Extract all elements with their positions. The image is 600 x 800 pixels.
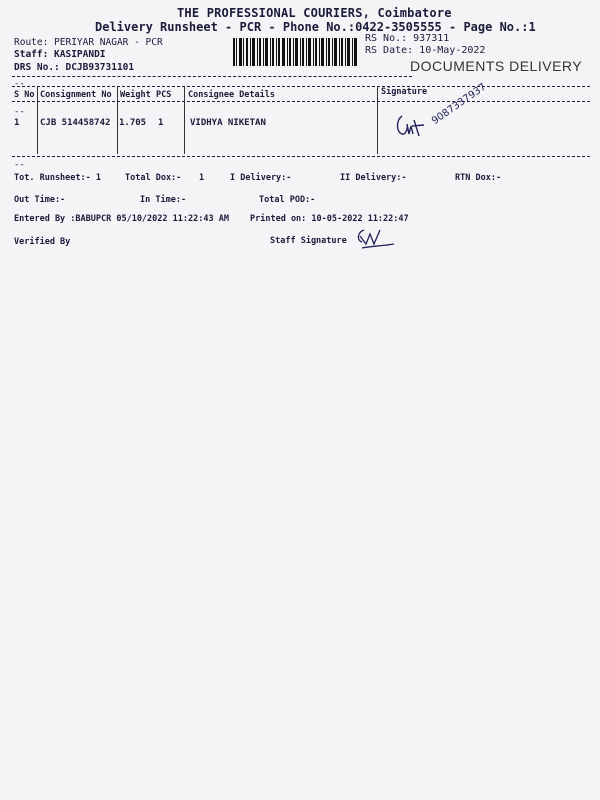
rs-date: RS Date: 10-May-2022	[365, 45, 486, 56]
company-title: THE PROFESSIONAL COURIERS, Coimbatore	[177, 6, 452, 20]
rs-number: RS No.: 937311	[365, 33, 450, 44]
col-header-consignment: Consignment No	[40, 90, 112, 100]
drs-number: DRS No.: DCJB93731101	[14, 62, 135, 73]
col-header-sno: S No	[14, 90, 35, 100]
staff-signature-label: Staff Signature	[270, 236, 347, 246]
col-header-weight: Weight	[120, 90, 151, 100]
row-weight: 1.705	[119, 118, 147, 128]
col-divider	[377, 86, 378, 154]
row-pcs: 1	[158, 118, 164, 128]
total-dox-value: 1	[199, 173, 205, 183]
out-time: Out Time:-	[14, 195, 66, 205]
in-time: In Time:-	[140, 195, 187, 205]
col-header-pcs: PCS	[156, 90, 172, 100]
tot-runsheet: Tot. Runsheet:- 1	[14, 173, 101, 183]
handwritten-phone-number: 9087337937	[430, 81, 489, 128]
col-header-signature: Signature	[381, 87, 428, 97]
table-header-bottom-rule	[12, 101, 590, 102]
divider-top	[12, 76, 412, 77]
printed-on: Printed on: 10-05-2022 11:22:47	[250, 214, 409, 224]
total-pod: Total POD:-	[259, 195, 316, 205]
documents-delivery-stamp: DOCUMENTS DELIVERY	[410, 58, 583, 74]
staff-label: Staff: KASIPANDI	[14, 49, 106, 60]
route-label: Route: PERIYAR NAGAR - PCR	[14, 37, 163, 48]
dash-mark: --	[14, 107, 25, 117]
dash-mark: --	[14, 79, 25, 89]
total-dox-label: Total Dox:-	[125, 173, 182, 183]
table-bottom-rule	[12, 156, 590, 157]
runsheet-title: Delivery Runsheet - PCR - Phone No.:0422-3505555 - Page No.:1	[95, 20, 536, 34]
col-divider	[117, 86, 118, 154]
signature-scribble-icon	[392, 108, 432, 142]
row-consignee: VIDHYA NIKETAN	[190, 118, 266, 128]
ii-delivery: II Delivery:-	[340, 173, 407, 183]
col-divider	[37, 86, 38, 154]
dash-mark: --	[14, 160, 25, 170]
verified-by: Verified By	[14, 237, 71, 247]
i-delivery: I Delivery:-	[230, 173, 292, 183]
col-header-consignee: Consignee Details	[188, 90, 275, 100]
staff-signature-icon	[352, 226, 398, 252]
barcode-icon	[233, 38, 357, 66]
row-consignment-no: CJB 514458742	[40, 118, 111, 128]
row-sno: 1	[14, 118, 20, 128]
rtn-dox: RTN Dox:-	[455, 173, 502, 183]
col-divider	[184, 86, 185, 154]
table-header-top-rule	[12, 86, 590, 87]
entered-by: Entered By :BABUPCR 05/10/2022 11:22:43 AM	[14, 214, 229, 224]
